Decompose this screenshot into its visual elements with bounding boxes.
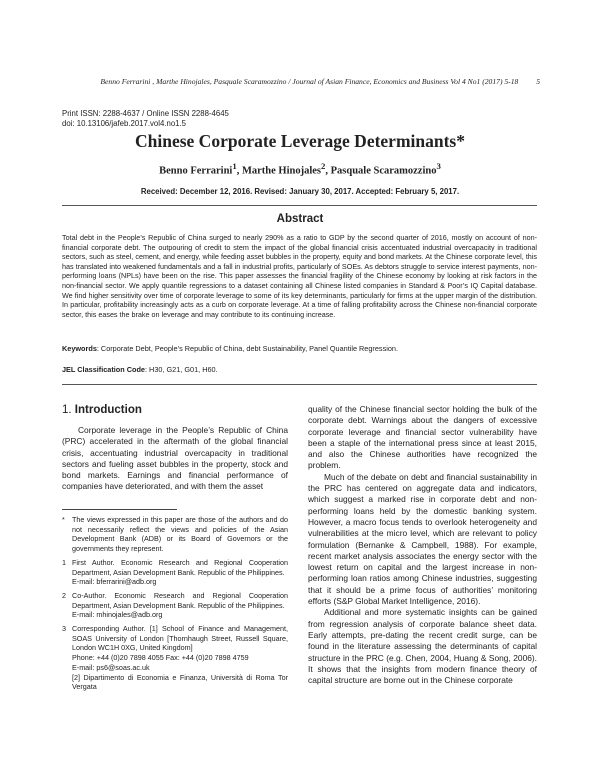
jel-label: JEL Classification Code [62,365,145,374]
divider-bottom [62,384,537,385]
author-3-affil: 3 [436,161,441,171]
author-list: Benno Ferrarini$^1$, Marthe Hinojales$^2$, Pasquale Scaramozzino$^3$ [159,161,441,177]
footnote-email: E-mail: mhinojales@adb.org [72,610,163,620]
footnote [62,591,288,620]
author-1: Benno Ferrarini [159,165,233,177]
footnote [62,515,288,554]
footnote-text: The views expressed in this paper are those of the authors and do not necessarily reflect the views and policies of the Asian Development Bank (ADB) or its Board of Governors or the governments they represent. [72,515,288,554]
received-dates: Received: December 12, 2016. Revised: January 30, 2017. Accepted: February 5, 2017. [140,187,460,196]
issn-block [62,109,229,129]
footnote-email: E-mail: ps6@soas.ac.uk [72,662,150,672]
intro-paragraph-4: Additional and more systematic insights can be gained from regression analysis of corporate balance sheet data. Early attempts, pre-dating the recent credit surge, can be found in the literature assessing the determinants of capital structure in the PRC (e.g. Chen, 2004, Huang & Song, 2006). It shows that the insights from modern finance theory of capital structure are borne out in the Chinese corporate [308,607,537,686]
footnote [62,558,288,587]
footnote-marker: 1 [62,557,66,567]
footnote-phone: Phone: +44 (0)20 7898 4055 Fax: +44 (0)20 7898 4759 [72,653,249,663]
footnote-email: E-mail: bferrarini@adb.org [72,577,157,587]
footnote-text: Co-Author. Economic Research and Regional Cooperation Department, Asian Development Bank. Republic of the Philippines. [72,590,288,610]
page-number: 5 [536,77,540,86]
intro-paragraph-3: Much of the debate on debt and financial sustainability in the PRC has centered on aggregate data and indicators, which suggest a marked rise in corporate debt and non-performing loans held by the domestic banking system. However, a macro focus tends to overlook heterogeneity and vulnerabilities at the micro level, which are relevant to policy formulation (Bernanke & Campbell, 1988). For example, recent market analysis associates the energy sector with the lowest return on capital and the largest increase in non-performing loan ratios among Chinese industries, suggesting that it should be a prime focus of authorities’ monitoring efforts (S&P Global Market Intelligence, 2016). [308,471,537,607]
divider-top [62,205,537,206]
footnote [62,624,288,692]
footnote-marker: * [62,515,65,524]
running-head [70,77,540,86]
author-1-affil: 1 [232,161,237,171]
author-3: Pasquale Scaramozzino [330,165,437,177]
doi: doi: 10.13106/jafeb.2017.vol4.no1.5 [62,119,186,128]
footnotes [62,515,288,696]
paper-title: Chinese Corporate Leverage Determinants* [135,131,465,151]
footnote-text: Corresponding Author. [1] School of Finance and Management, SOAS University of London [Thornhaugh Street, Russell Square, London WC1H 0XG, United Kingdom] [72,624,288,653]
footnote-marker: 3 [62,624,66,634]
abstract-heading: Abstract [276,213,324,225]
footnote-marker: 2 [62,590,66,600]
section-heading [62,404,142,416]
footnote-affiliation: [2] Dipartimento di Economia e Finanza, Università di Roma Tor Vergata [72,672,288,692]
intro-paragraph-1: Corporate leverage in the People’s Republic of China (PRC) accelerated in the aftermath of the global financial crisis, accentuating industrial overcapacity in traditional sectors and fueling asset bubbles in the property, stock and bond markets. Earnings and financial performance of companies have deteriorated, and with them the asset [62,425,288,492]
section-title: Introduction [74,404,142,416]
jel-text: : H30, G21, G01, H60. [145,365,218,374]
keywords-label: Keywords [62,344,97,353]
abstract-body: Total debt in the People’s Republic of China surged to nearly 290% as a ratio to GDP by the second quarter of 2016, mostly on account of non-financial corporate debt. The outpouring of credit to stem the impact of the global financial crisis accentuated industrial overcapacity in traditional sectors, such as steel, cement, and energy, while feeding asset bubbles in the property, equity and bond markets. At the Chinese corporate level, this has translated into weakened fundamentals and a fall in industrial profits, particularly of SOEs. As debtors struggle to service interest payments, non-performing loans (NPLs) have been on the rise. This paper assesses the financial fragility of the Chinese economy by looking at risk factors in the non-financial sector. We apply quantile regressions to a dataset containing all Chinese listed companies in Standard & Poor’s IQ Capital database. We find higher sensitivity over time of corporate leverage to some of its key determinants, particularly for firms at the upper margin of the distribution. In particular, profitability increasingly acts as a curb on corporate leverage. At a time of falling profitability across the Chinese non-financial corporate sector, this eases the brake on leverage and may contribute to its continuing increase. [62,233,537,319]
issn: Print ISSN: 2288-4637 / Online ISSN 2288-4645 [62,109,229,118]
right-column [308,404,537,686]
keywords [62,344,398,353]
left-column [62,425,288,493]
section-number: 1. [62,404,72,416]
keywords-text: : Corporate Debt, People’s Republic of China, debt Sustainability, Panel Quantile Regression. [96,344,398,353]
author-2-affil: 2 [320,161,326,171]
author-2: Marthe Hinojales [241,165,321,177]
footnote-rule [62,509,177,510]
footnote-text: First Author. Economic Research and Regional Cooperation Department, Asian Development Bank. Republic of the Philippines. [72,557,288,577]
jel-codes [62,365,218,374]
intro-paragraph-2: quality of the Chinese financial sector holding the bulk of the corporate debt. Warnings about the dangers of excessive corporate leverage and financial sector vulnerability have been a staple of the international press since at least 2015, and also the Chinese authorities have recognized the problem. [308,404,537,471]
running-head-text: Benno Ferrarini , Marthe Hinojales, Pasquale Scaramozzino / Journal of Asian Finance, Economics and Business Vol 4 No1 (2017) 5-18 [100,77,519,86]
